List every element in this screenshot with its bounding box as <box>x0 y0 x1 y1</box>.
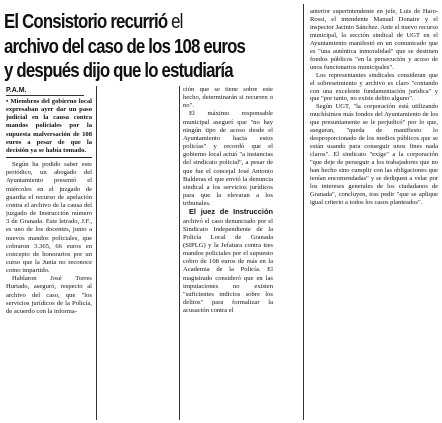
paragraph-text: archivó el caso denunciado por el Sindicato Independiente de la Policía Local de Granada (SIPLG) y la Jefatura contra tres mandos policiales por el supuesto cobro de 108 euros de más en la Academia de la Policía. El magistrado consideró que en las imputaciones no existen "suficientes indicios sobre los delitos" para formalizar la acusación contra el <box>183 217 273 315</box>
headline-line-1-rest: el <box>167 10 183 33</box>
body-paragraph <box>183 208 273 315</box>
body-paragraph: Según ha podido saber este periódico, un abogado del Ayuntamiento presentó el miércoles en el juzgado de guardia el recurso de apelación contra el archivo de la causa del juzgado de Instrucción número 3 de Granada. Este letrado, J.F., es uno de los docentes, junto a nuevos mandos policiales, que cobraron 3.365, 66 euros en concepto de honorarios por un curso que la Junta no reconoce como impartido. <box>6 161 92 275</box>
headline-line-2: archivo del caso de los 108 euros <box>4 34 246 58</box>
body-paragraph: ción que se tiene sobre este hecho, determinarán si recurren o no". <box>183 86 273 110</box>
column-divider-2 <box>179 86 180 420</box>
body-paragraph: Hablaron José Torres Hurtado, aseguró, respecto al archivo del caso, que "los servicios jurídicos de la Policía, de acuerdo con la informa- <box>6 275 92 315</box>
summary-divider <box>6 157 92 158</box>
summary-paragraph: • Miembros del gobierno local expresaban ayer dar un paso judicial en la causa contra mandos policiales por la supuesta malversación de 108 euros a pesar de que la decisión ya se había tomado. <box>6 98 92 154</box>
paragraph-lead-in: El juez de Instrucción <box>189 207 273 217</box>
body-paragraph: Los representantes sindicales consideran que el sobreseimiento y archivo es claro "contando con una excelente fundamentación jurídica" y que "por tanto, no existe delito alguno". <box>310 71 438 103</box>
column-divider-3 <box>303 4 304 420</box>
article-column-2 <box>183 86 273 420</box>
byline: P.A.M. <box>6 87 84 96</box>
column-divider-1 <box>96 86 97 420</box>
body-paragraph: Según UGT, "la corporación está utilizando muchísimos más fondos del Ayuntamiento de los que presuntamente se le perjudicó" por lo que, aseguran, "queda de manifiesto lo desproporcionado de los medios públicos que se están usando para conseguir unos fines nada claros". El sindicato "exige" a la corporación "que deje de perseguir a los trabajadores que no han hecho sino cumplir con las obligaciones que tenían encomendadas" y se dediquen a velar por los intereses generales de los ciudadanos de Granada", concluyen, tras pedir "que se aplique igual criterio a todos los casos planteados". <box>310 103 438 206</box>
headline-line-3: y después dijo que lo estudiaría <box>4 59 233 82</box>
body-paragraph: El máximo responsable municipal aseguró que "no hay ningún tipo de acoso desde el Ayuntamiento hacia estos policías" y recordó que el gobierno local actuó "a instancias del sindicato policial", a pesar de que fue el concejal José Antonio Balderas el que envió la denuncia sindical a los servicios jurídicos para que la elevaran a los tribunales. <box>183 110 273 208</box>
headline <box>4 10 276 84</box>
article-column-3 <box>310 8 438 420</box>
headline-line-1 <box>4 10 227 35</box>
body-paragraph: anterior superintendente en jefe, Luis de Haro-Rossi, el intendente Manuel Donaire y el inspector Jacinto Sánchez. Ante el nuevo recurso municipal, la sección sindical de UGT en el Ayuntamiento manifestó en un comunicado que es "una auténtica inmoralidad" que se destinen fondos públicos "en la persecución y acoso de unos funcionarios municipales". <box>310 8 438 71</box>
headline-line-1-bold: El Consistorio recurrió <box>4 10 168 33</box>
article-column-1 <box>6 98 92 420</box>
